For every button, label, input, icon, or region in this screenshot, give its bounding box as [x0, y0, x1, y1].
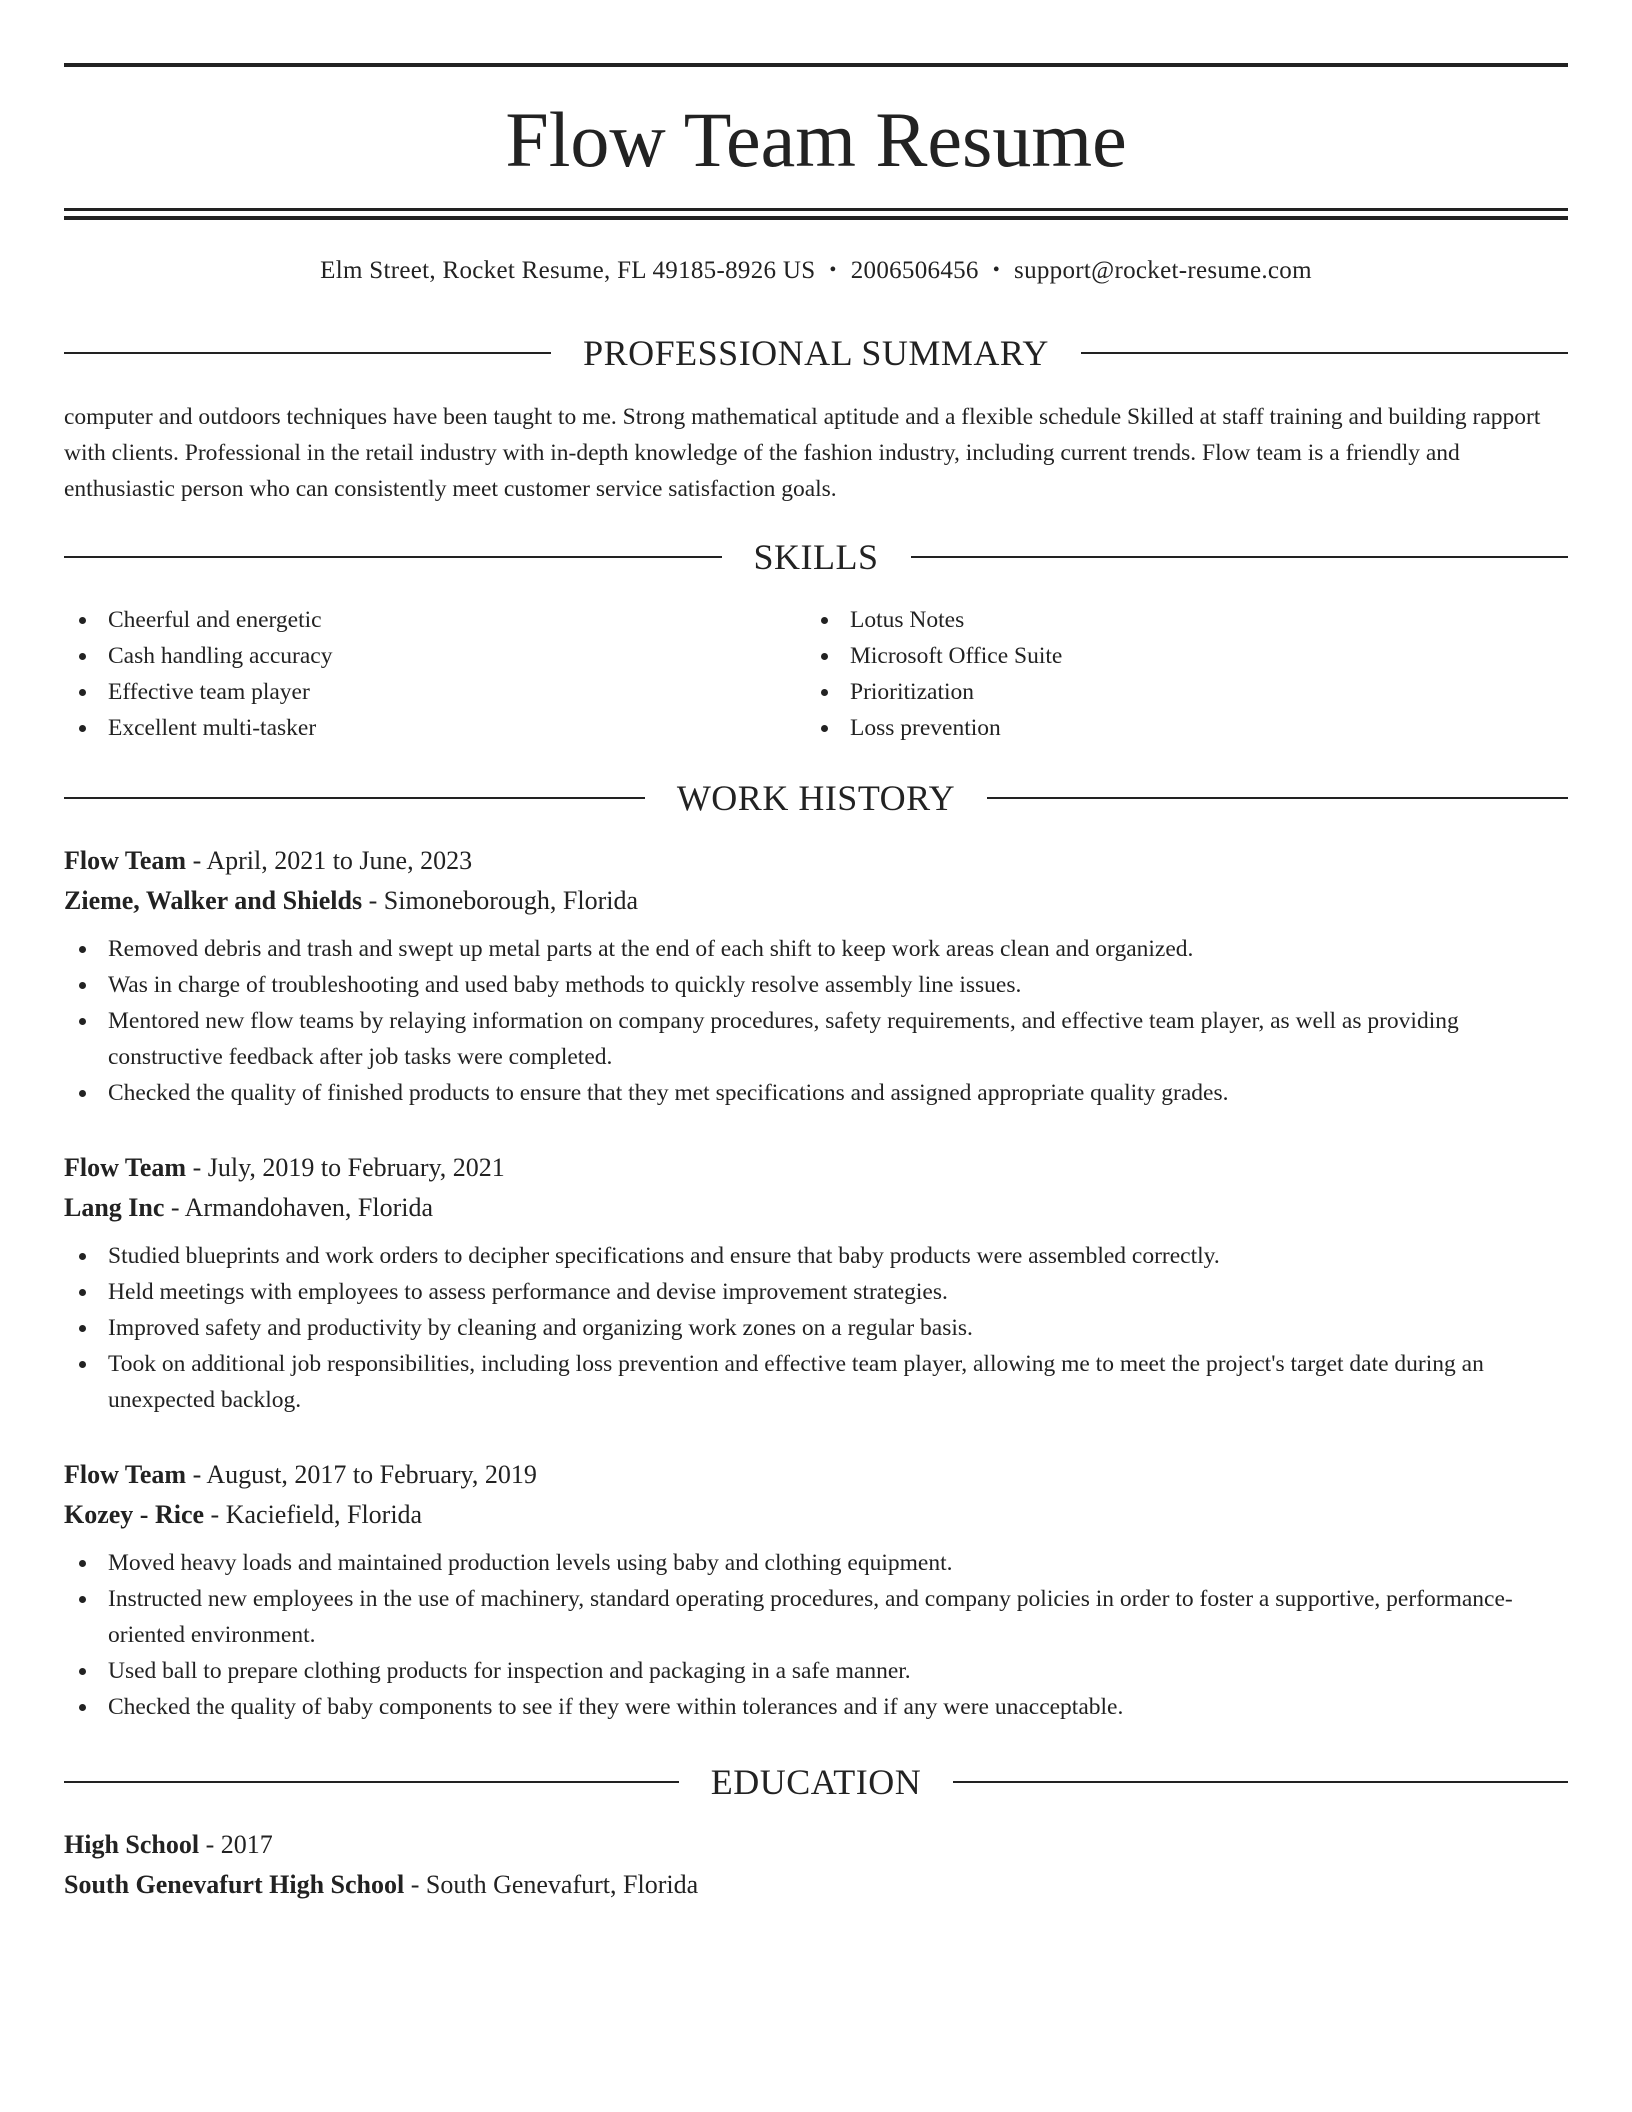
section-heading-skills	[64, 535, 1568, 579]
job-location: Kaciefield, Florida	[225, 1500, 423, 1529]
job-bullet: Took on additional job responsibilities, including loss prevention and effective team player, allowing me to meet the project's target date during an unexpected backlog.	[64, 1346, 1568, 1418]
job-title: Flow Team	[64, 1153, 187, 1182]
contact-phone: 2006506456	[850, 257, 979, 284]
section-title: PROFESSIONAL SUMMARY	[583, 333, 1049, 373]
job-bullet: Was in charge of troubleshooting and used baby methods to quickly resolve assembly line issues.	[64, 967, 1568, 1003]
job-title: Flow Team	[64, 1460, 187, 1489]
education-degree-line: High School - 2017	[64, 1830, 273, 1859]
resume-title: Flow Team Resume	[505, 96, 1127, 183]
job-bullet: Checked the quality of finished products to ensure that they met specifications and assigned appropriate quality grades.	[64, 1075, 1568, 1111]
job-bullet: Removed debris and trash and swept up metal parts at the end of each shift to keep work areas clean and organized.	[64, 931, 1568, 967]
section-title: WORK HISTORY	[676, 778, 956, 818]
job-location: Armandohaven, Florida	[184, 1193, 434, 1222]
job-company: Lang Inc	[64, 1193, 165, 1222]
section-title: SKILLS	[753, 537, 879, 577]
job-bullet: Moved heavy loads and maintained production levels using baby and clothing equipment.	[64, 1545, 1568, 1581]
section-heading-summary	[64, 331, 1568, 375]
job-bullet: Checked the quality of baby components to see if they were within tolerances and if any were unacceptable.	[64, 1689, 1568, 1725]
job-bullet: Mentored new flow teams by relaying information on company procedures, safety requirements, and effective team player, as well as providing constructive feedback after job tasks were completed.	[64, 1003, 1568, 1075]
job-bullet: Held meetings with employees to assess performance and devise improvement strategies.	[64, 1274, 1568, 1310]
job-bullets	[64, 1545, 1568, 1725]
skills-list	[64, 602, 1568, 746]
job-company-line: Zieme, Walker and Shields - Simoneborough, Florida	[64, 886, 638, 915]
skills-column-left	[64, 602, 806, 746]
contact-email: support@rocket-resume.com	[1014, 257, 1312, 284]
contact-separator: •	[992, 259, 1001, 281]
skill-item: Lotus Notes	[806, 602, 1548, 638]
heading-rule	[64, 1781, 679, 1783]
education-entry	[64, 1825, 1568, 1905]
heading-rule	[64, 556, 722, 558]
job-title-line: Flow Team - April, 2021 to June, 2023	[64, 846, 473, 875]
job-bullet: Studied blueprints and work orders to decipher specifications and ensure that baby products were assembled correctly.	[64, 1238, 1568, 1274]
section-title: EDUCATION	[710, 1762, 922, 1802]
job-title-line: Flow Team - August, 2017 to February, 2019	[64, 1460, 537, 1489]
heading-rule	[1081, 352, 1568, 354]
job-location: Simoneborough, Florida	[383, 886, 638, 915]
job-company-line: Kozey - Rice - Kaciefield, Florida	[64, 1500, 423, 1529]
job-title: Flow Team	[64, 846, 187, 875]
job-entry	[64, 1455, 1568, 1725]
skill-item: Prioritization	[806, 674, 1548, 710]
skill-item: Cash handling accuracy	[64, 638, 806, 674]
skill-item: Effective team player	[64, 674, 806, 710]
job-company: Kozey - Rice	[64, 1500, 205, 1529]
job-bullets	[64, 931, 1568, 1111]
job-dates: August, 2017 to February, 2019	[206, 1460, 537, 1489]
summary-text: computer and outdoors techniques have been taught to me. Strong mathematical aptitude and a flexible schedule Skilled at staff training and building rapport with clients. Professional in the retail industry with in-depth knowledge of the fashion industry, including current trends. Flow team is a friendly and enthusiastic person who can consistently meet customer service satisfaction goals.	[64, 404, 1541, 502]
section-heading-education	[64, 1760, 1568, 1804]
title-rule-lower	[64, 216, 1568, 220]
contact-line	[64, 253, 1568, 290]
title-rule-upper	[64, 208, 1568, 211]
job-bullet: Used ball to prepare clothing products for inspection and packaging in a safe manner.	[64, 1653, 1568, 1689]
job-company: Zieme, Walker and Shields	[64, 886, 363, 915]
education-year: 2017	[220, 1830, 273, 1859]
job-title-line: Flow Team - July, 2019 to February, 2021	[64, 1153, 505, 1182]
skills-column-right	[806, 602, 1548, 746]
job-entry	[64, 1148, 1568, 1418]
job-bullet: Instructed new employees in the use of machinery, standard operating procedures, and company policies in order to foster a supportive, performance-oriented environment.	[64, 1581, 1568, 1653]
job-dates: July, 2019 to February, 2021	[207, 1153, 505, 1182]
education-location: South Genevafurt, Florida	[425, 1870, 699, 1899]
job-bullet: Improved safety and productivity by cleaning and organizing work zones on a regular basis.	[64, 1310, 1568, 1346]
heading-rule	[953, 1781, 1568, 1783]
job-entry	[64, 841, 1568, 1111]
contact-separator: •	[829, 259, 837, 281]
contact-address: Elm Street, Rocket Resume, FL 49185-8926 US	[320, 257, 816, 284]
skill-item: Excellent multi-tasker	[64, 710, 806, 746]
skill-item: Loss prevention	[806, 710, 1548, 746]
education-school: South Genevafurt High School	[64, 1870, 405, 1899]
job-bullets	[64, 1238, 1568, 1418]
heading-rule	[987, 797, 1568, 799]
job-dates: April, 2021 to June, 2023	[206, 846, 473, 875]
top-rule	[64, 63, 1568, 67]
section-heading-work	[64, 776, 1568, 820]
education-degree: High School	[64, 1830, 200, 1859]
heading-rule	[911, 556, 1569, 558]
job-company-line: Lang Inc - Armandohaven, Florida	[64, 1193, 434, 1222]
heading-rule	[64, 352, 551, 354]
heading-rule	[64, 797, 645, 799]
skill-item: Microsoft Office Suite	[806, 638, 1548, 674]
skill-item: Cheerful and energetic	[64, 602, 806, 638]
education-school-line: South Genevafurt High School - South Genevafurt, Florida	[64, 1870, 699, 1899]
